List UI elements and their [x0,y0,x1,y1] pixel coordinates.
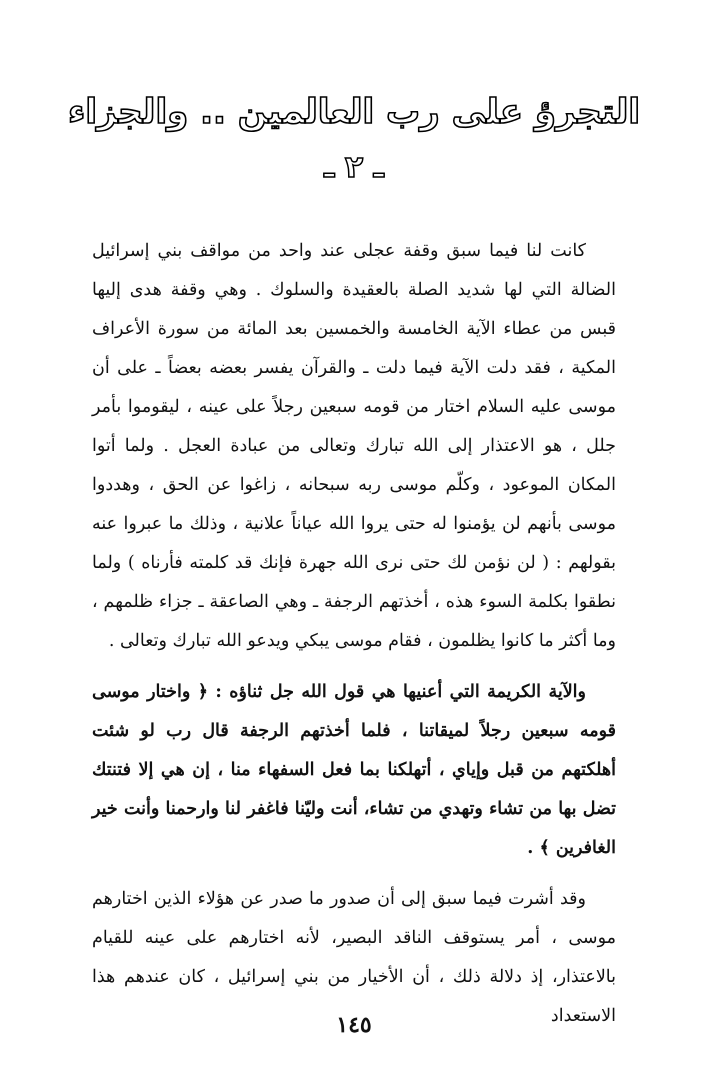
paragraph-intro: كانت لنا فيما سبق وقفة عجلى عند واحد من مواقف بني إسرائيل الضالة التي لها شديد الصلة بالعقيدة والسلوك . وهي وقفة هدى إليها قبس من عطاء الآية الخامسة والخمسين بعد المائة من سورة الأعراف المكية ، فقد دلت الآية فيما دلت ـ والقرآن يفسر بعضه بعضاً ـ على أن موسى عليه السلام اختار من قومه سبعين رجلاً على عينه ، ليقوموا بأمر جلل ، هو الاعتذار إلى الله تبارك وتعالى من عبادة العجل . ولما أتوا المكان الموعود ، وكلّم موسى ربه سبحانه ، زاغوا عن الحق ، وهددوا موسى بأنهم لن يؤمنوا له حتى يروا الله عياناً علانية ، وذلك ما عبروا عنه بقولهم : ( لن نؤمن لك حتى نرى الله جهرة فإنك قد كلمته فأرناه ) ولما نطقوا بكلمة السوء هذه ، أخذتهم الرجفة ـ وهي الصاعقة ـ جزاء ظلمهم ، وما أكثر ما كانوا يظلمون ، فقام موسى يبكي ويدعو الله تبارك وتعالى . [92,241,616,651]
paragraph-commentary: وقد أشرت فيما سبق إلى أن صدور ما صدر عن هؤلاء الذين اختارهم موسى ، أمر يستوقف الناقد البصير، لأنه اختارهم على عينه للقيام بالاعتذار، إذ دلالة ذلك ، أن الأخيار من بني إسرائيل ، كان عندهم هذا الاستعداد [92,889,616,1026]
paragraph-spacer [92,661,616,673]
paragraph-verse: والآية الكريمة التي أعنيها هي قول الله جل ثناؤه : ﴿ واختار موسى قومه سبعين رجلاً لميقاتنا ، فلما أخذتهم الرجفة قال رب لو شئت أهلكتهم من قبل وإياي ، أتهلكنا بما فعل السفهاء منا ، إن هي إلا فتنتك تضل بها من تشاء وتهدي من تشاء، أنت وليّنا فاغفر لنا وارحمنا وأنت خير الغافرين ﴾ . [92,682,616,858]
chapter-part-number: ـ ٢ ـ [324,150,384,185]
paragraph-spacer [92,868,616,880]
chapter-title: التجرؤ على رب العالمين .. والجزاء [67,92,640,132]
page-number: ١٤٥ [336,1012,372,1038]
body-text [92,232,616,1036]
